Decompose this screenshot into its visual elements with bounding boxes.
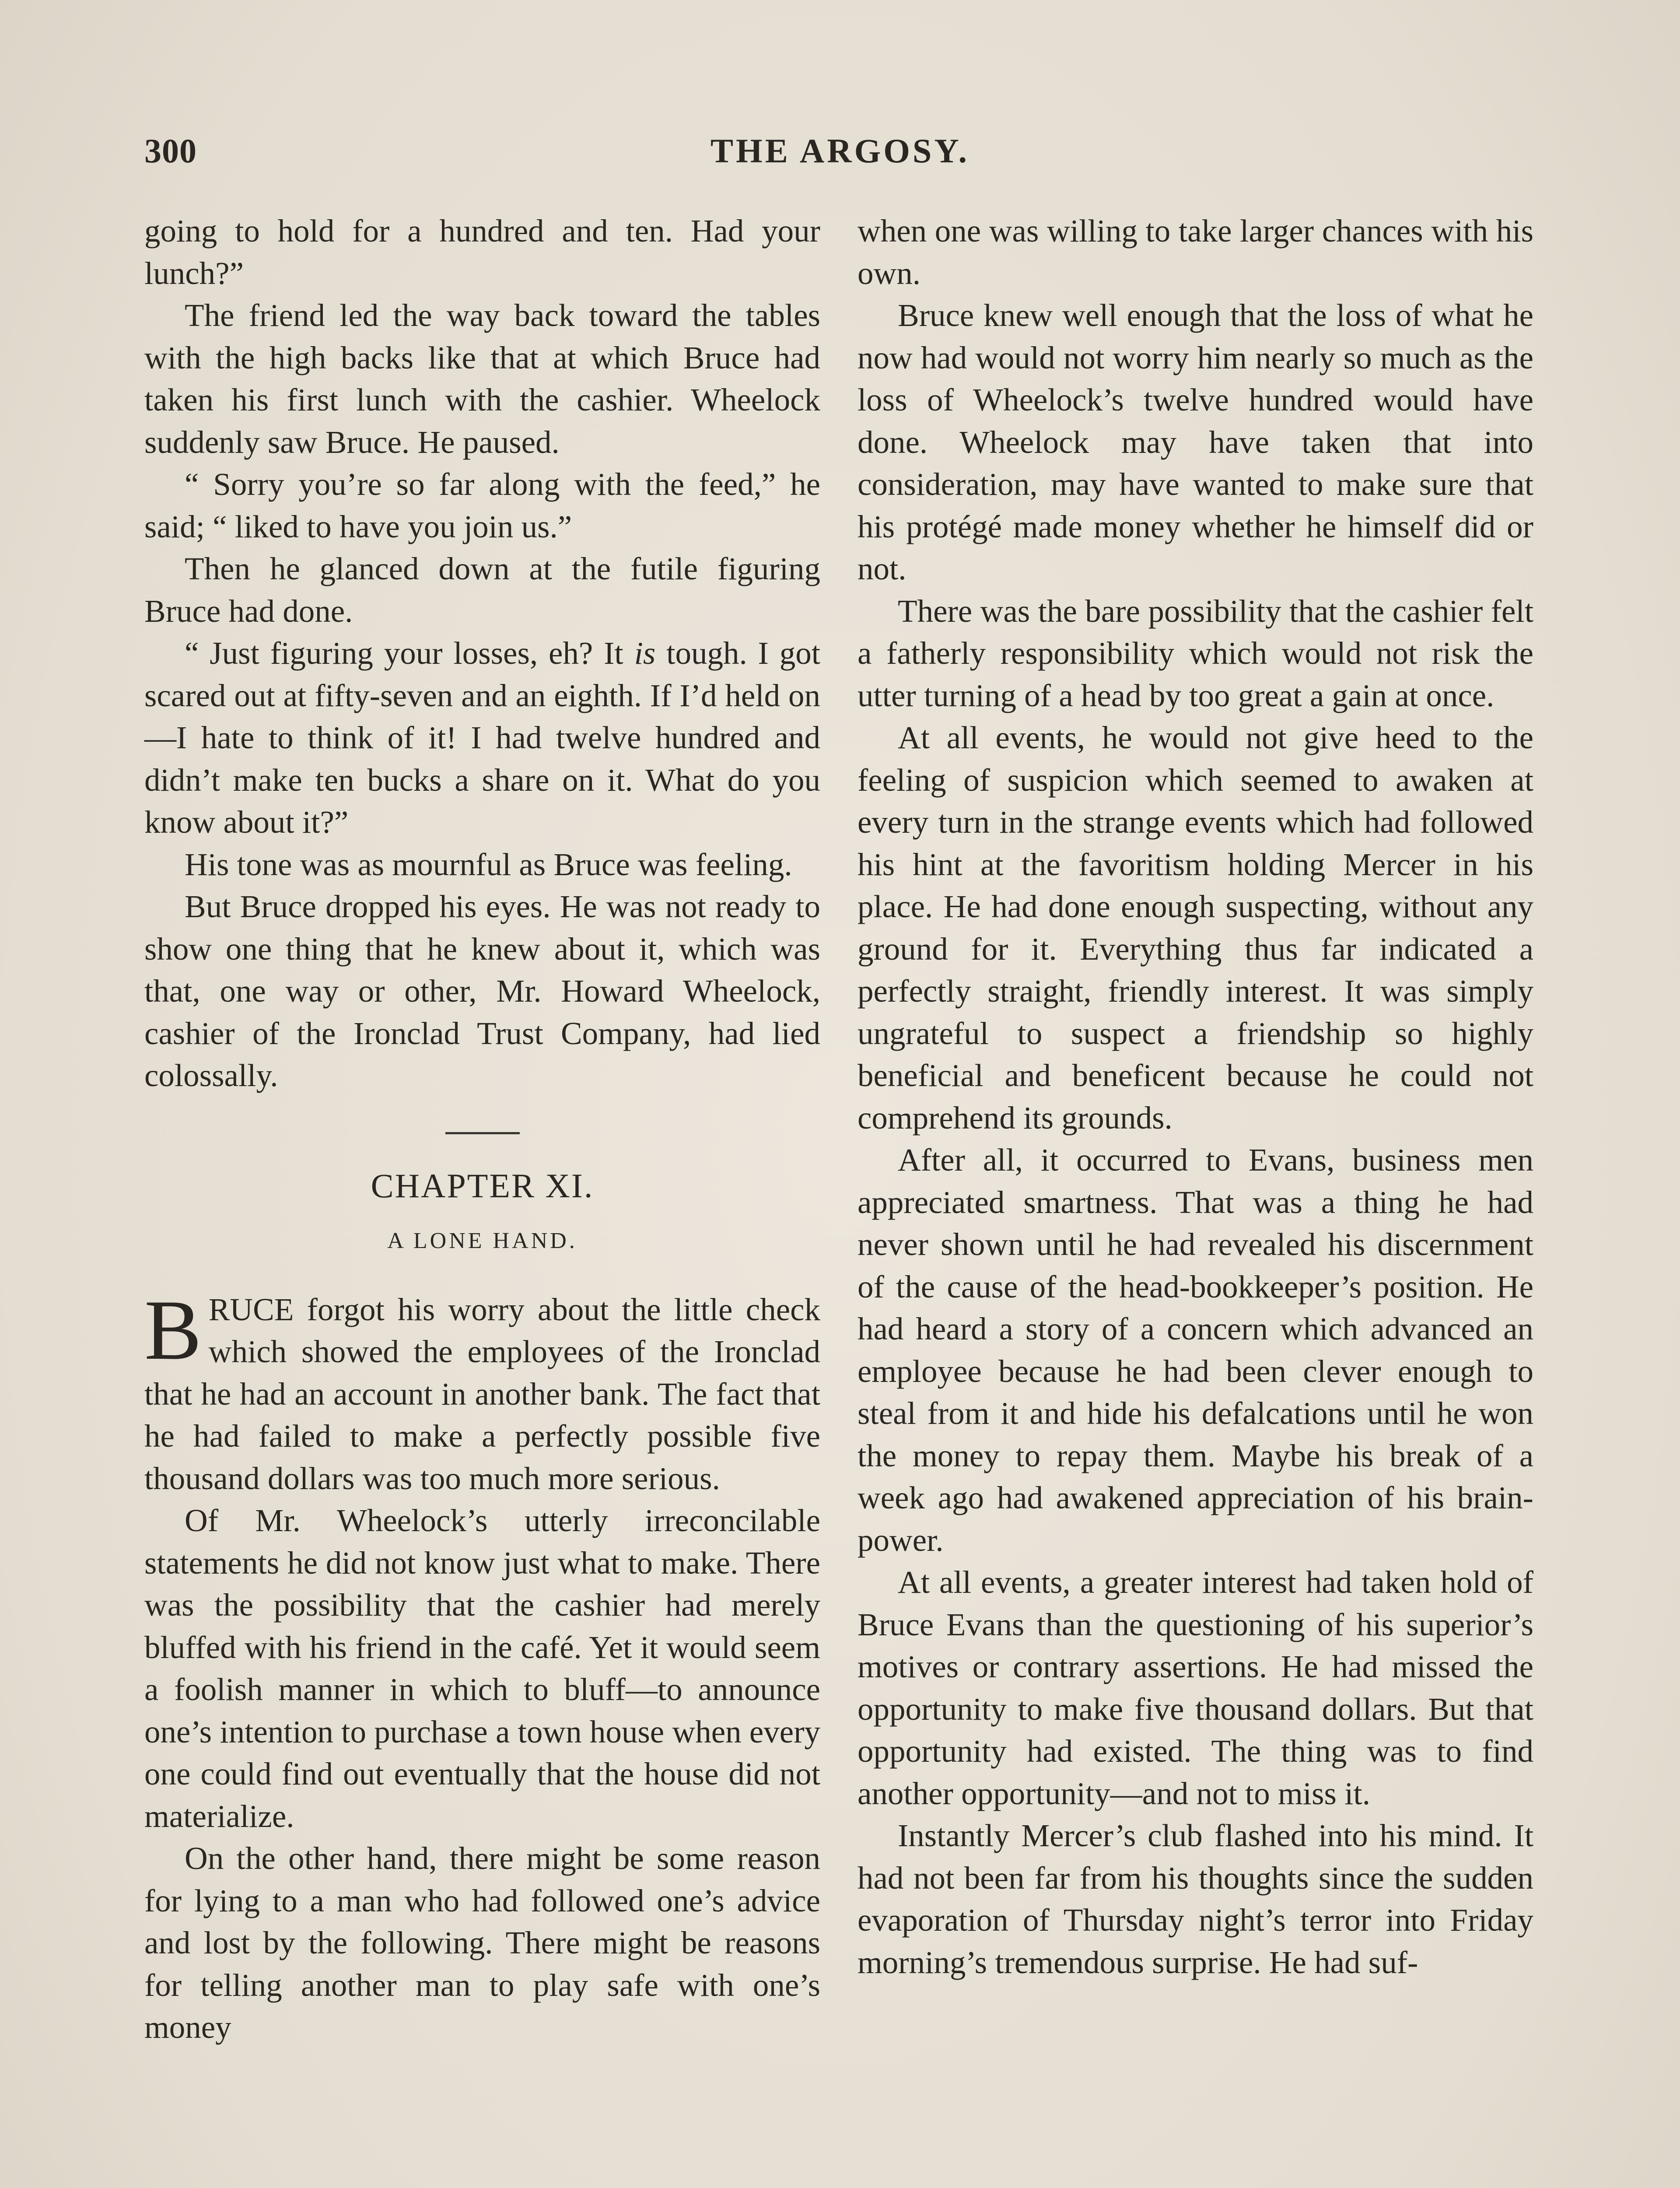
drop-cap: B <box>144 1282 202 1378</box>
paragraph: The friend led the way back toward the tables with the high backs like that at which Bruce had taken his first lunch with the cashier. Wheelock suddenly saw Bruce. He paused. <box>144 298 820 460</box>
text-run: “ Just figuring your losses, eh? It <box>185 635 634 671</box>
right-column <box>858 210 1533 1984</box>
paragraph: But Bruce dropped his eyes. He was not ready to show one thing that he knew about it, which was that, one way or other, Mr. Howard Wheelock, cashier of the Ironclad Trust Company, had lied colossally. <box>144 889 820 1093</box>
paragraph: At all events, a greater interest had taken hold of Bruce Evans than the questioning of his superior’s motives or contrary assertions. He had missed the opportunity to make five thousand dollars. But that opportunity had existed. The thing was to find another opportunity—and not to miss it. <box>858 1564 1533 1811</box>
paragraph: On the other hand, there might be some reason for lying to a man who had followed one’s advice and lost by the following. There might be reasons for telling another man to play safe with one’s money <box>144 1841 820 2045</box>
paragraph: Of Mr. Wheelock’s utterly irreconcilable statements he did not know just what to make. There was the possibility that the cashier had merely bluffed with his friend in the café. Yet it would seem a foolish manner in which to bluff—to announce one’s intention to purchase a town house when every one could find out eventually that the house did not materialize. <box>144 1503 820 1834</box>
paragraph: At all events, he would not give heed to the feeling of suspicion which seemed to awaken at every turn in the strange events which had followed his hint at the favoritism holding Mercer in his place. He had done enough suspecting, without any ground for it. Everything thus far indicated a perfectly straight, friendly interest. It was simply ungrateful to suspect a friendship so highly beneficial and beneficent because he could not comprehend its grounds. <box>858 720 1533 1136</box>
paragraph: His tone was as mournful as Bruce was feeling. <box>185 846 792 882</box>
left-column <box>144 210 820 2049</box>
page-header <box>144 131 1536 179</box>
paragraph: After all, it occurred to Evans, business men appreciated smartness. That was a thing he had never shown until he had revealed his discernment of the cause of the head-bookkeeper’s position. He had heard a story of a concern which advanced an employee because he had been clever enough to steal from it and hide his defalcations until he won the money to repay them. Maybe his break of a week ago had awakened appreciation of his brain-power. <box>858 1142 1533 1558</box>
chapter-title: CHAPTER XI. <box>371 1166 594 1205</box>
paragraph: going to hold for a hundred and ten. Had your lunch?” <box>144 213 820 291</box>
text-run: RUCE forgot his worry about the little check which showed the employees of the Ironclad that he had an account in another bank. The fact that he had failed to make a perfectly possible five thousand dollars was too much more serious. <box>144 1291 820 1496</box>
paragraph: when one was willing to take larger chances with his own. <box>858 213 1533 291</box>
paragraph: Then he glanced down at the futile figuring Bruce had done. <box>144 551 820 629</box>
page-number: 300 <box>144 132 197 170</box>
paragraph: Bruce knew well enough that the loss of what he now had would not worry him nearly so much as the loss of Wheelock’s twelve hundred would have done. Wheelock may have taken that into consideration, may have wanted to make sure that his protégé made money whether he himself did or not. <box>858 298 1533 586</box>
paragraph: There was the bare possibility that the cashier felt a fatherly responsibility which would not risk the utter turning of a head by too great a gain at once. <box>858 593 1533 713</box>
emphasis-text: is <box>634 635 656 671</box>
section-divider <box>445 1132 520 1134</box>
paragraph <box>144 632 820 844</box>
paragraph: Instantly Mercer’s club flashed into his mind. It had not been far from his thoughts since the sudden evaporation of Thursday night’s terror into Friday morning’s tremendous surprise. He had suf- <box>858 1818 1533 1980</box>
chapter-opening-paragraph <box>144 1282 820 1500</box>
paragraph: “ Sorry you’re so far along with the feed,” he said; “ liked to have you join us.” <box>144 466 820 544</box>
chapter-subtitle: A LONE HAND. <box>387 1228 578 1253</box>
running-title: THE ARGOSY. <box>710 132 970 170</box>
text-run: tough. I got scared out at fifty-seven and an eighth. If I’d held on—I hate to think of it! I had twelve hundred and didn’t make ten bucks a share on it. What do you know about it?” <box>144 635 821 840</box>
